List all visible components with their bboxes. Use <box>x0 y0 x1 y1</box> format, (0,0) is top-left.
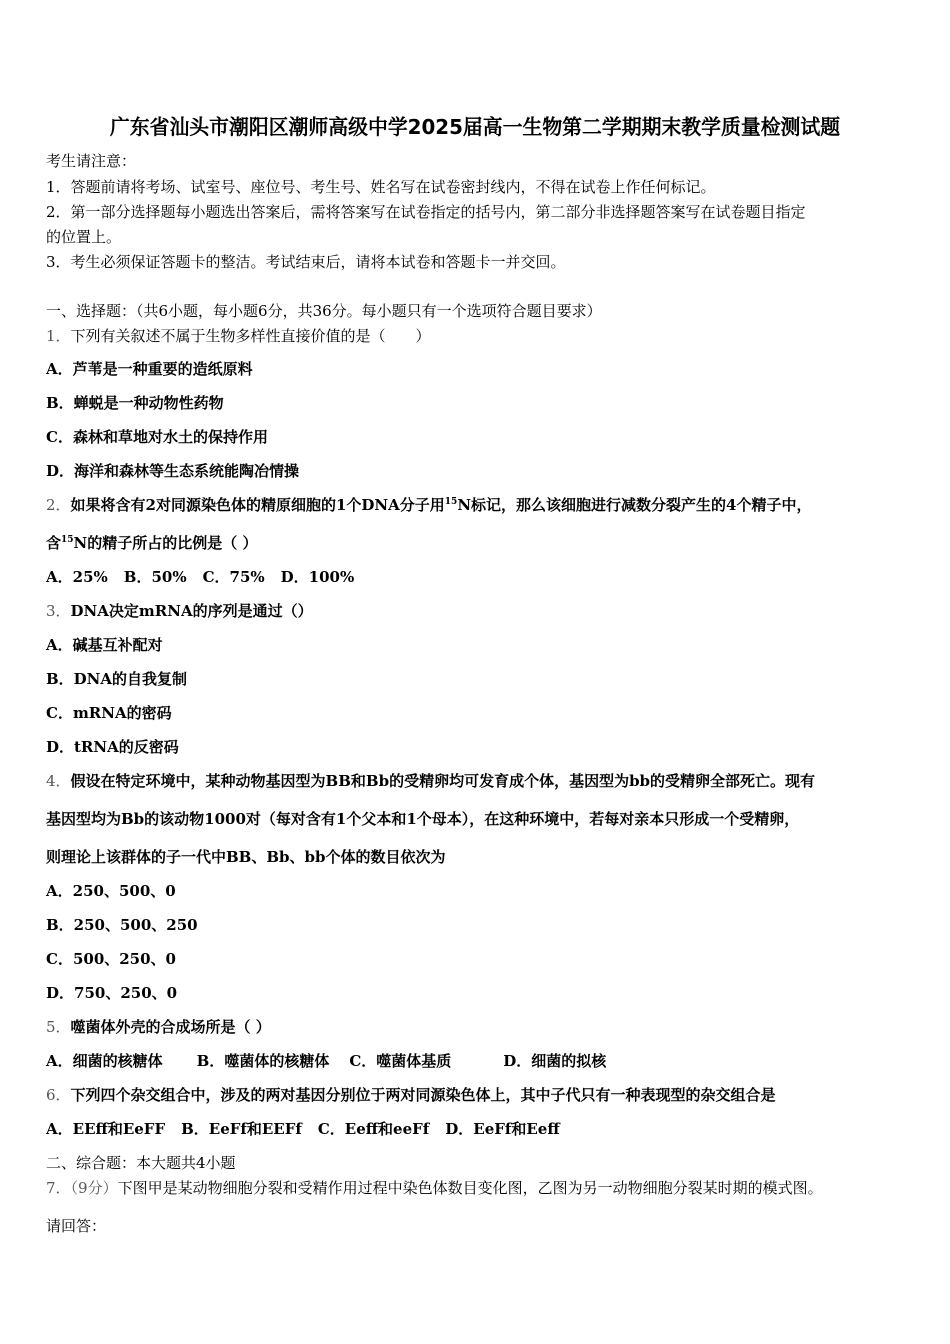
question-5-stem <box>46 1017 271 1037</box>
question-text: DNA决定mRNA的序列是通过（） <box>70 602 313 620</box>
notice-heading: 考生请注意： <box>46 152 137 170</box>
option-c: C．75% <box>202 568 265 586</box>
question-4-stem-continued: 基因型均为Bb的该动物1000对（每对含有1个父本和1个母本），在这种环境中，若每对亲本只形成一个受精卵， <box>46 810 800 828</box>
question-number: 3． <box>46 602 71 620</box>
option-a: A．芦苇是一种重要的造纸原料 <box>46 360 253 378</box>
question-text: 下图甲是某动物细胞分裂和受精作用过程中染色体数目变化图，乙图为另一动物细胞分裂某时期的模式图。 <box>117 1179 823 1197</box>
isotope-superscript: 15 <box>444 497 458 507</box>
question-4-stem-continued: 则理论上该群体的子一代中BB、Bb、bb个体的数目依次为 <box>46 848 446 866</box>
question-text: N的精子所占的比例是（ ） <box>73 534 258 552</box>
option-c: C．噬菌体基质 <box>349 1052 452 1070</box>
option-b: B．噬菌体的核糖体 <box>196 1052 330 1070</box>
option-b: B．蝉蜕是一种动物性药物 <box>46 394 224 412</box>
question-3-stem <box>46 601 313 621</box>
question-7-prompt: 请回答： <box>46 1217 107 1235</box>
option-b: B．250、500、250 <box>46 916 198 934</box>
option-c: C．mRNA的密码 <box>46 704 172 722</box>
question-text: 含 <box>46 534 62 552</box>
question-text: 如果将含有2对同源染色体的精原细胞的1个DNA分子用 <box>70 496 445 514</box>
question-text: 下列有关叙述不属于生物多样性直接价值的是（ ） <box>70 327 431 345</box>
question-number: 5． <box>46 1018 71 1036</box>
isotope-superscript: 15 <box>61 535 74 545</box>
option-b: B．DNA的自我复制 <box>46 670 188 688</box>
question-number: 7． <box>46 1179 71 1197</box>
notice-item: 3．考生必须保证答题卡的整洁。考试结束后，请将本试卷和答题卡一并交回。 <box>46 253 566 271</box>
option-a: A．细菌的核糖体 <box>46 1052 163 1070</box>
option-d: D．750、250、0 <box>46 984 178 1002</box>
question-2-options <box>46 567 354 587</box>
option-c: C．500、250、0 <box>46 950 176 968</box>
option-b: B．EeFf和EEFf <box>181 1120 302 1138</box>
question-text: 下列四个杂交组合中，涉及的两对基因分别位于两对同源染色体上，其中子代只有一种表现型的杂交组合是 <box>70 1086 776 1104</box>
question-5-options <box>46 1051 606 1071</box>
question-1-stem <box>46 326 431 346</box>
option-d: D．tRNA的反密码 <box>46 738 179 756</box>
question-6-options <box>46 1119 560 1139</box>
option-a: A．250、500、0 <box>46 882 176 900</box>
question-text: 假设在特定环境中，某种动物基因型为BB和Bb的受精卵均可发育成个体，基因型为bb的受精卵全部死亡。现有 <box>70 772 816 790</box>
question-2-stem <box>46 495 811 515</box>
section-heading: 二、综合题：本大题共4小题 <box>46 1154 236 1172</box>
question-score: （9分） <box>70 1179 118 1197</box>
notice-item: 2．第一部分选择题每小题选出答案后，需将答案写在试卷指定的括号内，第二部分非选择题答案写在试卷题目指定 <box>46 203 806 221</box>
question-number: 2． <box>46 496 71 514</box>
notice-item: 1．答题前请将考场、试室号、座位号、考生号、姓名写在试卷密封线内，不得在试卷上作任何标记。 <box>46 178 716 196</box>
option-b: B．50% <box>123 568 187 586</box>
question-4-stem <box>46 771 815 791</box>
option-d: D．细菌的拟核 <box>503 1052 607 1070</box>
question-text: N标记，那么该细胞进行减数分裂产生的4个精子中， <box>457 496 812 514</box>
option-c: C．Eeff和eeFf <box>317 1120 430 1138</box>
section-heading: 一、选择题：（共6小题，每小题6分，共36分。每小题只有一个选项符合题目要求） <box>46 302 602 320</box>
option-a: A．25% <box>46 568 108 586</box>
question-2-stem-continued <box>46 533 257 553</box>
option-d: D．海洋和森林等生态系统能陶冶情操 <box>46 462 300 480</box>
question-text: 噬菌体外壳的合成场所是（ ） <box>70 1018 271 1036</box>
option-a: A．碱基互补配对 <box>46 636 163 654</box>
question-number: 4． <box>46 772 71 790</box>
option-c: C．森林和草地对水土的保持作用 <box>46 428 268 446</box>
notice-item: 的位置上。 <box>46 228 122 246</box>
question-7-stem <box>46 1178 823 1198</box>
question-number: 1． <box>46 327 71 345</box>
option-d: D．100% <box>280 568 355 586</box>
page-title: 广东省汕头市潮阳区潮师高级中学2025届高一生物第二学期期末教学质量检测试题 <box>109 115 841 139</box>
option-d: D．EeFf和Eeff <box>445 1120 560 1138</box>
question-6-stem <box>46 1085 776 1105</box>
option-a: A．EEff和EeFF <box>46 1120 166 1138</box>
question-number: 6． <box>46 1086 71 1104</box>
